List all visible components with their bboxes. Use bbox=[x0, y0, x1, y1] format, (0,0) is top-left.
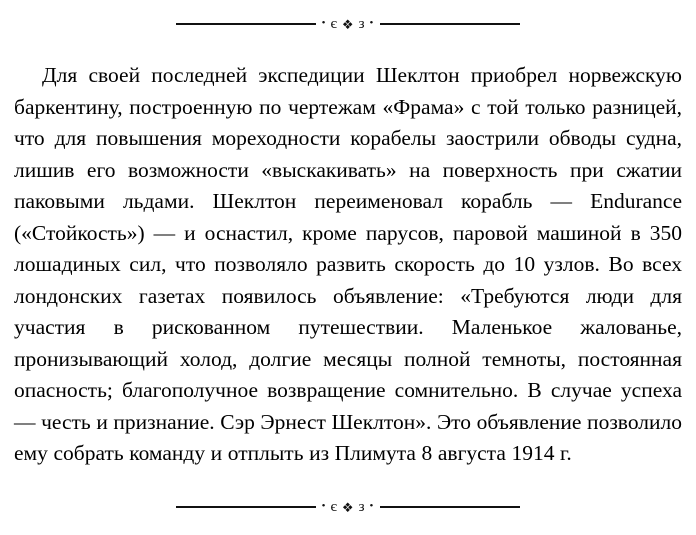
document-body bbox=[0, 38, 696, 493]
ornament-rule-right bbox=[380, 506, 520, 508]
ornament-dot-right-icon: • bbox=[369, 499, 375, 512]
ornament-leaf-right-icon: з bbox=[358, 15, 366, 32]
ornament-divider-bottom bbox=[0, 493, 696, 521]
ornament-leaf-left-icon: є bbox=[330, 15, 338, 32]
ornament-center-group bbox=[316, 500, 381, 515]
ornament-dot-left-icon: • bbox=[321, 499, 327, 512]
body-top-spacer bbox=[14, 38, 682, 60]
ornament-dot-left-icon: • bbox=[321, 16, 327, 29]
body-paragraph: Для своей последней экспедиции Шеклтон приобрел норвежскую баркентину, построенную по чертежам «Фрама» с той только разницей, что для повышения мореходности корабелы заострили обводы судна, лишив его возможности «выскакивать» на поверхность при сжатии паковыми льдами. Шеклтон переименовал корабль — Endurance («Стойкость») — и оснастил, кроме парусов, паровой машиной в 350 лошадиных сил, что позволяло развить скорость до 10 узлов. Во всех лондонских газетах появилось объявление: «Требуются люди для участия в рискованном путешествии. Маленькое жалованье, пронизывающий холод, долгие месяцы полной темноты, постоянная опасность; благополучное возвращение сомнительно. В случае успеха — честь и признание. Сэр Эрнест Шеклтон». Это объявление позволило ему собрать команду и отплыть из Плимута 8 августа 1914 г. bbox=[14, 63, 682, 465]
ornament-diamond-icon: ❖ bbox=[341, 16, 355, 32]
ornament-dot-right-icon: • bbox=[369, 16, 375, 29]
ornament-rule-right bbox=[380, 23, 520, 25]
ornament-center-group bbox=[316, 17, 381, 32]
ornament-diamond-icon: ❖ bbox=[341, 499, 355, 515]
ornament-rule-left bbox=[176, 506, 316, 508]
ornament-divider-top bbox=[0, 10, 696, 38]
ornament-leaf-left-icon: є bbox=[330, 498, 338, 515]
ornament-leaf-right-icon: з bbox=[358, 498, 366, 515]
ornament-rule-left bbox=[176, 23, 316, 25]
